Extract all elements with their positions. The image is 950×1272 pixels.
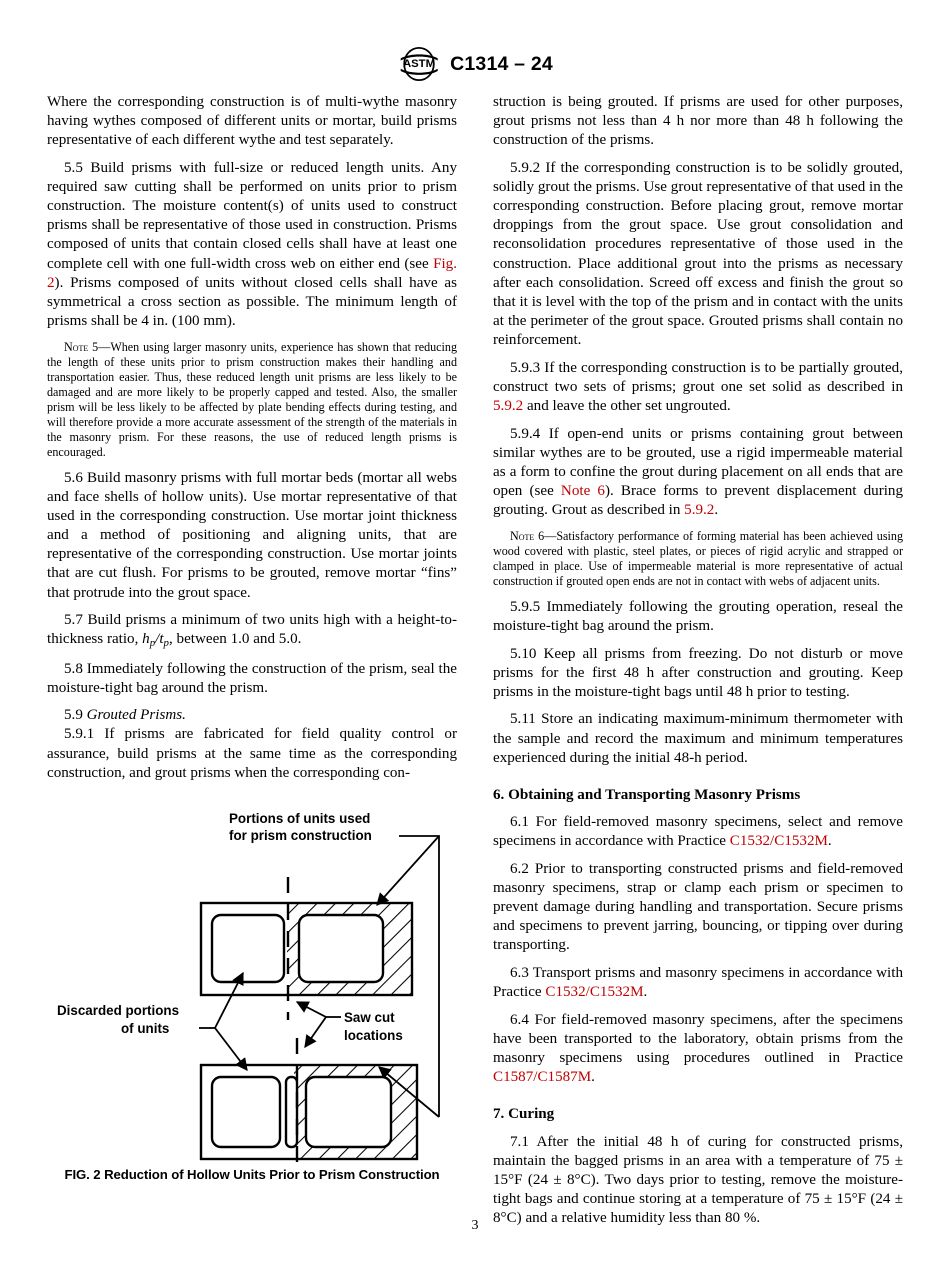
- paragraph-5-5-text-b: ). Prisms composed of units without closed cells shall have as symmetrical a cross section as possible. The minimum length of prisms shall be 4 in. (100 mm).: [47, 274, 457, 329]
- paragraph-5-9-5: 5.9.5 Immediately following the grouting operation, reseal the moisture-tight bag around the prism.: [493, 598, 903, 634]
- figure-label-discarded-line1: Discarded portions: [57, 1002, 180, 1018]
- paragraph-5-5: [47, 159, 457, 331]
- paragraph-5-9-3-text-a: 5.9.3 If the corresponding construction is to be partially grouted, construct two sets of prisms; grout one set solid as described in: [493, 359, 903, 395]
- paragraph-5-9: [47, 706, 457, 725]
- heading-section-6: 6. Obtaining and Transporting Masonry Prisms: [493, 786, 801, 803]
- note-6: [493, 529, 903, 589]
- paragraph-5-9-title: Grouted Prisms.: [86, 707, 186, 724]
- note-5-label: Note: [64, 340, 89, 354]
- note-6-number: 6: [534, 529, 545, 544]
- paragraph-6-1-text-a: 6.1 For field-removed masonry specimens, select and remove specimens in accordance with Practice: [493, 814, 903, 850]
- paragraph-5-9-4-text-b: ). Brace forms to prevent displacement during grouting. Grout as described in: [493, 482, 904, 518]
- t-subscript: p: [163, 637, 169, 650]
- paragraph-6-4-text-a: 6.4 For field-removed masonry specimens, after the specimens have been transported to the laboratory, obtain prisms from the masonry specimens using procedures outlined in Practice: [493, 1011, 903, 1066]
- paragraph-5-8: 5.8 Immediately following the construction of the prism, seal the moisture-tight bag around the prism.: [47, 660, 457, 696]
- note-5: [47, 340, 457, 460]
- paragraph-6-1: [493, 813, 903, 851]
- paragraph-5-7: [47, 611, 457, 651]
- paragraph-5-5-text-a: 5.5 Build prisms with full-size or reduced length units. Any required saw cutting shall be performed on units prior to prism construction. The moisture content(s) of units used to construct prisms shall be representative of those used in construction. Prisms composed of units that contain closed cells shall have at least one complete cell with one full-width cross web on either end (see: [47, 159, 457, 272]
- paragraph-intro: Where the corresponding construction is of multi-wythe masonry having wythes composed of different units or mortar, build prisms representative of each different wythe and test separately.: [47, 94, 457, 149]
- page-number: 3: [471, 1218, 479, 1233]
- paragraph-5-9-4-text-c: .: [714, 502, 719, 518]
- paragraph-7-1: 7.1 After the initial 48 h of curing for constructed prisms, maintain the bagged prisms in an area with a temperature of 75 ± 15°F (24 ± 8°C). Two days prior to testing, remove the moisture-tight bags and continue storing at a temperature of 75 ± 15°F (24 ± 8°C) and a relative humidity less than 80 %.: [493, 1133, 903, 1227]
- paragraph-6-3: [493, 964, 903, 1002]
- paragraph-continuation: struction is being grouted. If prisms are used for other purposes, grout prisms not less than 4 h nor more than 48 h following the construction of the prisms.: [493, 94, 903, 149]
- paragraph-5-9-number: 5.9: [64, 707, 87, 724]
- paragraph-6-4-text-b: .: [591, 1069, 595, 1086]
- paragraph-5-9-3-text-b: and leave the other set ungrouted.: [523, 397, 731, 414]
- t-symbol: t: [159, 631, 164, 648]
- note-6-reference-link[interactable]: Note 6: [560, 482, 605, 499]
- page-header: [0, 44, 950, 84]
- paragraph-6-4: [493, 1011, 903, 1088]
- paragraph-6-3-text-b: .: [643, 984, 648, 1001]
- paragraph-5-7-text-b: , between 1.0 and 5.0.: [168, 631, 302, 648]
- height-thickness-ratio-symbol: [142, 631, 169, 650]
- two-column-body: [47, 93, 903, 1228]
- h-symbol: h: [142, 631, 150, 648]
- paragraph-5-9-4: [493, 425, 903, 521]
- paragraph-6-3-text-a: 6.3 Transport prisms and masonry specimens in accordance with Practice: [493, 964, 903, 1001]
- figure-label-sawcut-line2: locations: [344, 1027, 403, 1043]
- note-6-label: Note: [510, 529, 535, 544]
- paragraph-5-10: 5.10 Keep all prisms from freezing. Do not disturb or move prisms for the first 48 h after construction and grouting. Keep prisms in the moisture-tight bags until 48 h prior to testing.: [493, 645, 903, 700]
- left-column: [47, 93, 457, 1228]
- paragraph-5-9-4-text-a: 5.9.4 If open-end units or prisms containing grout between similar wythes are to be grouted, use a rigid impermeable material as a form to confine the grout during placement on all ends that are open (see: [493, 425, 903, 499]
- page-footer: [0, 1218, 950, 1234]
- figure-label-portions-used-line1: Portions of units used: [229, 810, 371, 826]
- paragraph-5-9-3: [493, 359, 903, 416]
- note-6-text: —Satisfactory performance of forming material has been achieved using wood covered with plastic, steel plates, or pieces of rigid acrylic and strapped or clamped in place. Use of impermeable material is more representative of actual construction if grouted open ends are not in contact with webs of adjacent units.: [493, 529, 903, 589]
- figure-label-discarded-line2: of units: [121, 1020, 170, 1036]
- paragraph-6-2: 6.2 Prior to transporting constructed prisms and field-removed masonry specimens, strap or clamp each prism or specimen to prevent damage during handling and transportation. Secure prisms and specimens to prevent jarring, bouncing, or tipping over during transporting.: [493, 860, 903, 954]
- figure-2-reference-link[interactable]: Fig. 2: [47, 255, 457, 291]
- heading-section-7: 7. Curing: [493, 1106, 555, 1123]
- figure-2-caption: FIG. 2 Reduction of Hollow Units Prior to Prism Construction: [64, 1166, 440, 1182]
- note-5-number: 5: [88, 340, 99, 354]
- practice-c1587-reference-link[interactable]: C1587/C1587M: [493, 1069, 592, 1086]
- paragraph-5-9-1: 5.9.1 If prisms are fabricated for field quality control or assurance, build prisms at the same time as the corresponding construction, and grout prisms when the corresponding con-: [47, 726, 457, 781]
- paragraph-5-7-text-a: 5.7 Build prisms a minimum of two units high with a height-to-thickness ratio,: [47, 612, 457, 648]
- svg-text:ASTM: ASTM: [403, 58, 436, 71]
- standard-designation: C1314 – 24: [450, 52, 553, 75]
- section-5-9-2-reference-link[interactable]: 5.9.2: [493, 397, 524, 414]
- paragraph-5-9-2: 5.9.2 If the corresponding construction is to be solidly grouted, solidly grout the prisms. Use grout representative of that used in the corresponding construction. Before placing grout, remove mortar droppings from the grout space. Use grout consolidation and reconsolidation procedures representative of those used in the construction. Place additional grout into the prisms as necessary after each consolidation. Screed off excess and finish the grout so that it is level with the top of the prism and in contact with the units at the perimeter of the grout space. Grouted prisms shall contain no reinforcement.: [493, 159, 903, 348]
- section-5-9-2-reference-link-2[interactable]: 5.9.2: [684, 502, 715, 518]
- note-5-text: —When using larger masonry units, experience has shown that reducing the length of these units prior to prism construction makes their handling and transportation easier. Thus, these reduced length unit prisms are less likely to be damaged and are more likely to be properly capped and tested. Also, the smaller prism will be less likely to be affected by plate bending effects during testing, and will therefore provide a more accurate assessment of the strength of the materials in the masonry prism. For these reasons, the use of reduced length prisms is encouraged.: [47, 340, 457, 460]
- figure-label-sawcut-line1: Saw cut: [344, 1009, 395, 1025]
- figure-label-portions-used-line2: for prism construction: [229, 827, 372, 843]
- practice-c1532-reference-link[interactable]: C1532/C1532M: [729, 833, 828, 850]
- paragraph-6-1-text-b: .: [827, 833, 832, 850]
- ratio-slash: /: [155, 631, 160, 648]
- right-column: [493, 93, 903, 1228]
- astm-logo-icon: [397, 47, 441, 81]
- h-subscript: p: [149, 637, 156, 650]
- figure-2-drawing: [47, 805, 457, 1165]
- practice-c1532-reference-link-2[interactable]: C1532/C1532M: [545, 984, 644, 1001]
- paragraph-5-6: 5.6 Build masonry prisms with full mortar beds (mortar all webs and face shells of hollow units). Use mortar representative of that used in the corresponding construction. Use mortar joint thickness and a method of positioning and aligning units, that are representative of the corresponding construction. Use mortar joints that are cut flush. For prisms to be grouted, remove mortar “fins” that protrude into the grout space.: [47, 469, 457, 601]
- paragraph-5-11: 5.11 Store an indicating maximum-minimum thermometer with the sample and record the maximum and minimum temperatures experienced during the initial 48-h period.: [493, 711, 903, 766]
- figure-2: [47, 805, 457, 1183]
